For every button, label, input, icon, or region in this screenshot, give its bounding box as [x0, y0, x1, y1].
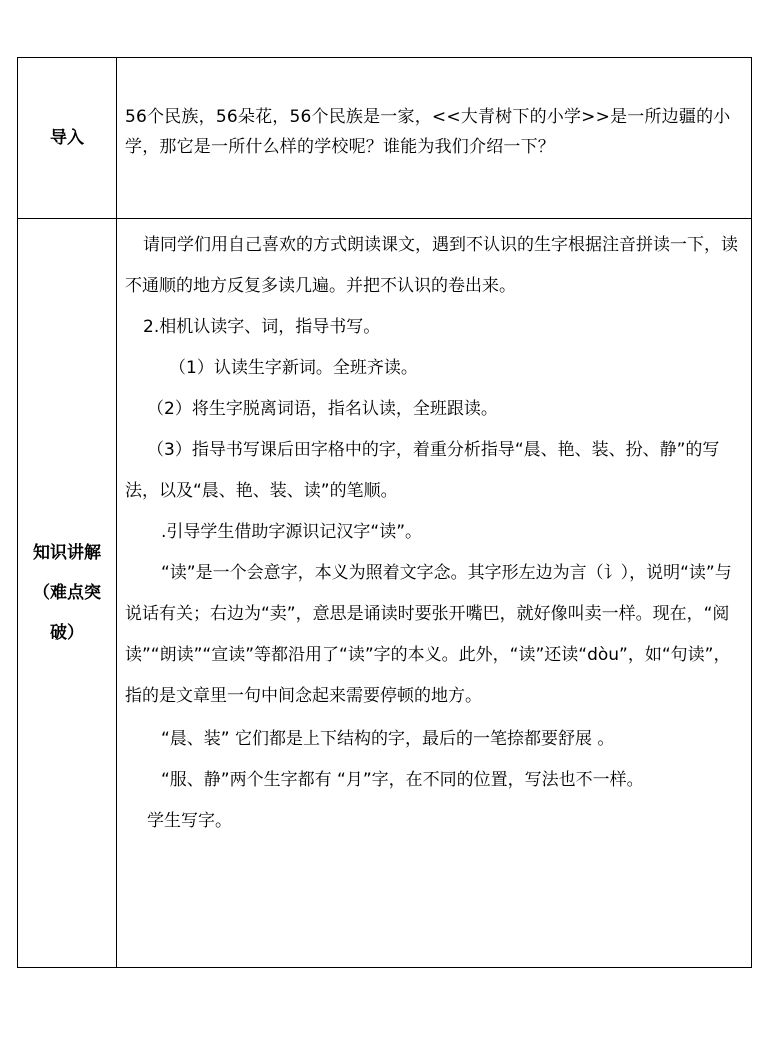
knowledge-content: [117, 219, 751, 842]
table-row: [18, 219, 752, 968]
row-label-breakthrough: 破）: [50, 623, 84, 643]
paragraph-substep-3: （3）指导书写课后田字格中的字，着重分析指导“晨、艳、装、扮、静”的写法，以及“晨、艳、装、读”的笔顺。: [125, 440, 720, 501]
table-row: [18, 58, 752, 219]
intro-text: 56个民族，56朵花，56个民族是一家，<<大青树下的小学>>是一所边疆的小学，那它是一所什么样的学校呢？谁能为我们介绍一下？: [125, 107, 731, 157]
paragraph-structure-1: “晨、装” 它们都是上下结构的字，最后的一笔捺都要舒展 。: [161, 729, 615, 749]
row-label-intro: 导入: [50, 128, 84, 148]
paragraph-etymology: “读”是一个会意字，本义为照着文字念。其字形左边为言（讠），说明“读”与说话有关；右边为“卖”，意思是诵读时要张开嘴巴，就好像叫卖一样。现在，“阅读”“朗读”“宣读”等都沿用了“读”字的本义。此外，“读”还读“dòu”，如“句读”，指的是文章里一句中间念起来需要停顿的地方。: [125, 563, 732, 706]
paragraph-substep-2: （2）将生字脱离词语，指名认读，全班跟读。: [147, 399, 498, 419]
row-content-cell: [117, 58, 752, 219]
lesson-table: [17, 57, 752, 968]
row-label-difficulty: （难点突: [33, 583, 101, 603]
paragraph-read-aloud: 请同学们用自己喜欢的方式朗读课文，遇到不认识的生字根据注音拼读一下，读不通顺的地方反复多读几遍。并把不认识的卷出来。: [125, 235, 738, 296]
paragraph-structure-2: “服、静”两个生字都有 “月”字，在不同的位置，写法也不一样。: [161, 770, 644, 790]
paragraph-step-2: 2.相机认读字、词，指导书写。: [143, 317, 381, 337]
paragraph-etymology-intro: .引导学生借助字源识记汉字“读”。: [161, 522, 423, 542]
row-label-cell: [18, 58, 117, 219]
paragraph-substep-1: （1）认读生字新词。全班齐读。: [169, 358, 418, 378]
row-content-cell: [117, 219, 752, 968]
row-label-cell: [18, 219, 117, 968]
paragraph-writing: 学生写字。: [147, 811, 232, 831]
row-label-knowledge: 知识讲解: [33, 543, 101, 563]
